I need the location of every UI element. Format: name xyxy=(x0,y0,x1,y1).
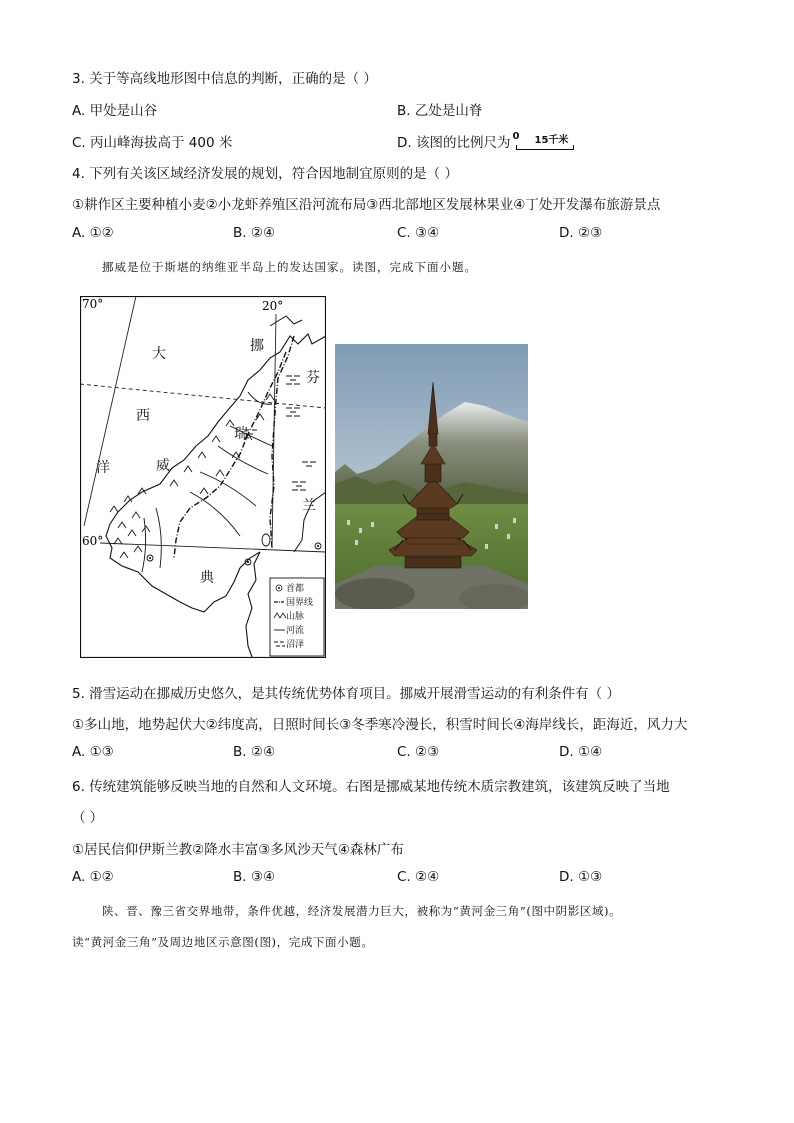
q4-option-a[interactable]: A. ①② xyxy=(72,225,114,241)
legend-swamp: 沼泽 xyxy=(286,640,305,650)
legend-mountain: 山脉 xyxy=(286,612,305,622)
lat-70-label: 70° xyxy=(82,297,104,311)
intro-yellow-river-line2: 读“黄河金三角”及周边地区示意图(图)，完成下面小题。 xyxy=(72,935,374,949)
q5-stem: 5. 滑雪运动在挪威历史悠久，是其传统优势体育项目。挪威开展滑雪运动的有利条件有（ ） xyxy=(72,686,620,702)
q6-stem-paren: （ ） xyxy=(72,810,104,826)
label-dian: 典 xyxy=(200,570,214,586)
scale-zero: 0 xyxy=(512,131,520,142)
intro-yellow-river-line1: 陕、晋、豫三省交界地带，条件优越，经济发展潜力巨大，被称为“黄河金三角”(图中阴影区域)。 xyxy=(102,904,622,918)
intro-norway: 挪威是位于斯堪的纳维亚半岛上的发达国家。读图，完成下面小题。 xyxy=(102,260,477,274)
label-da: 大 xyxy=(152,346,166,362)
q3-option-c[interactable]: C. 丙山峰海拔高于 400 米 xyxy=(72,135,233,151)
q4-stem: 4. 下列有关该区域经济发展的规划，符合因地制宜原则的是（ ） xyxy=(72,166,458,182)
label-xi: 西 xyxy=(136,408,150,424)
norway-map xyxy=(80,296,326,658)
label-nuo: 挪 xyxy=(250,338,264,354)
q3-option-b[interactable]: B. 乙处是山脊 xyxy=(397,103,483,119)
legend-border: 国界线 xyxy=(286,598,314,608)
scale-label: 15千米 xyxy=(534,135,569,146)
q6-stem: 6. 传统建筑能够反映当地的自然和人文环境。右图是挪威某地传统木质宗教建筑，该建筑反映了当地 xyxy=(72,779,670,795)
lat-60-label: 60° xyxy=(82,534,104,548)
q6-option-c[interactable]: C. ②④ xyxy=(397,869,440,885)
q3-option-d-text: D. 该图的比例尺为 xyxy=(397,135,511,151)
lon-20-label: 20° xyxy=(262,299,284,313)
q4-option-d[interactable]: D. ②③ xyxy=(559,225,603,241)
q5-option-a[interactable]: A. ①③ xyxy=(72,744,114,760)
label-lan: 兰 xyxy=(302,498,316,514)
q6-option-b[interactable]: B. ③④ xyxy=(233,869,276,885)
q6-items: ①居民信仰伊斯兰教②降水丰富③多风沙天气④森林广布 xyxy=(72,842,404,858)
q3-option-a[interactable]: A. 甲处是山谷 xyxy=(72,103,158,119)
q5-option-b[interactable]: B. ②④ xyxy=(233,744,276,760)
map-legend xyxy=(270,578,324,656)
q3-stem: 3. 关于等高线地形图中信息的判断，正确的是（ ） xyxy=(72,71,377,87)
label-yang: 洋 xyxy=(96,460,110,476)
q5-option-d[interactable]: D. ①④ xyxy=(559,744,603,760)
q3-option-d[interactable] xyxy=(397,131,582,153)
q6-option-d[interactable]: D. ①③ xyxy=(559,869,603,885)
label-wei: 威 xyxy=(156,458,170,474)
stave-church-photo xyxy=(335,344,528,609)
q6-option-a[interactable]: A. ①② xyxy=(72,869,114,885)
label-fen: 芬 xyxy=(306,370,320,386)
label-rui: 瑞 xyxy=(234,426,248,442)
scale-bar xyxy=(512,131,582,153)
q4-items: ①耕作区主要种植小麦②小龙虾养殖区沿河流布局③西北部地区发展林果业④丁处开发瀑布旅游景点 xyxy=(72,197,661,213)
q5-option-c[interactable]: C. ②③ xyxy=(397,744,440,760)
q4-option-c[interactable]: C. ③④ xyxy=(397,225,440,241)
legend-river: 河流 xyxy=(286,626,305,636)
q4-option-b[interactable]: B. ②④ xyxy=(233,225,276,241)
legend-capital: 首都 xyxy=(286,584,305,594)
q5-items: ①多山地，地势起伏大②纬度高，日照时间长③冬季寒冷漫长，积雪时间长④海岸线长，距海近，风力大 xyxy=(72,717,688,733)
scale-bar-line xyxy=(516,145,574,150)
